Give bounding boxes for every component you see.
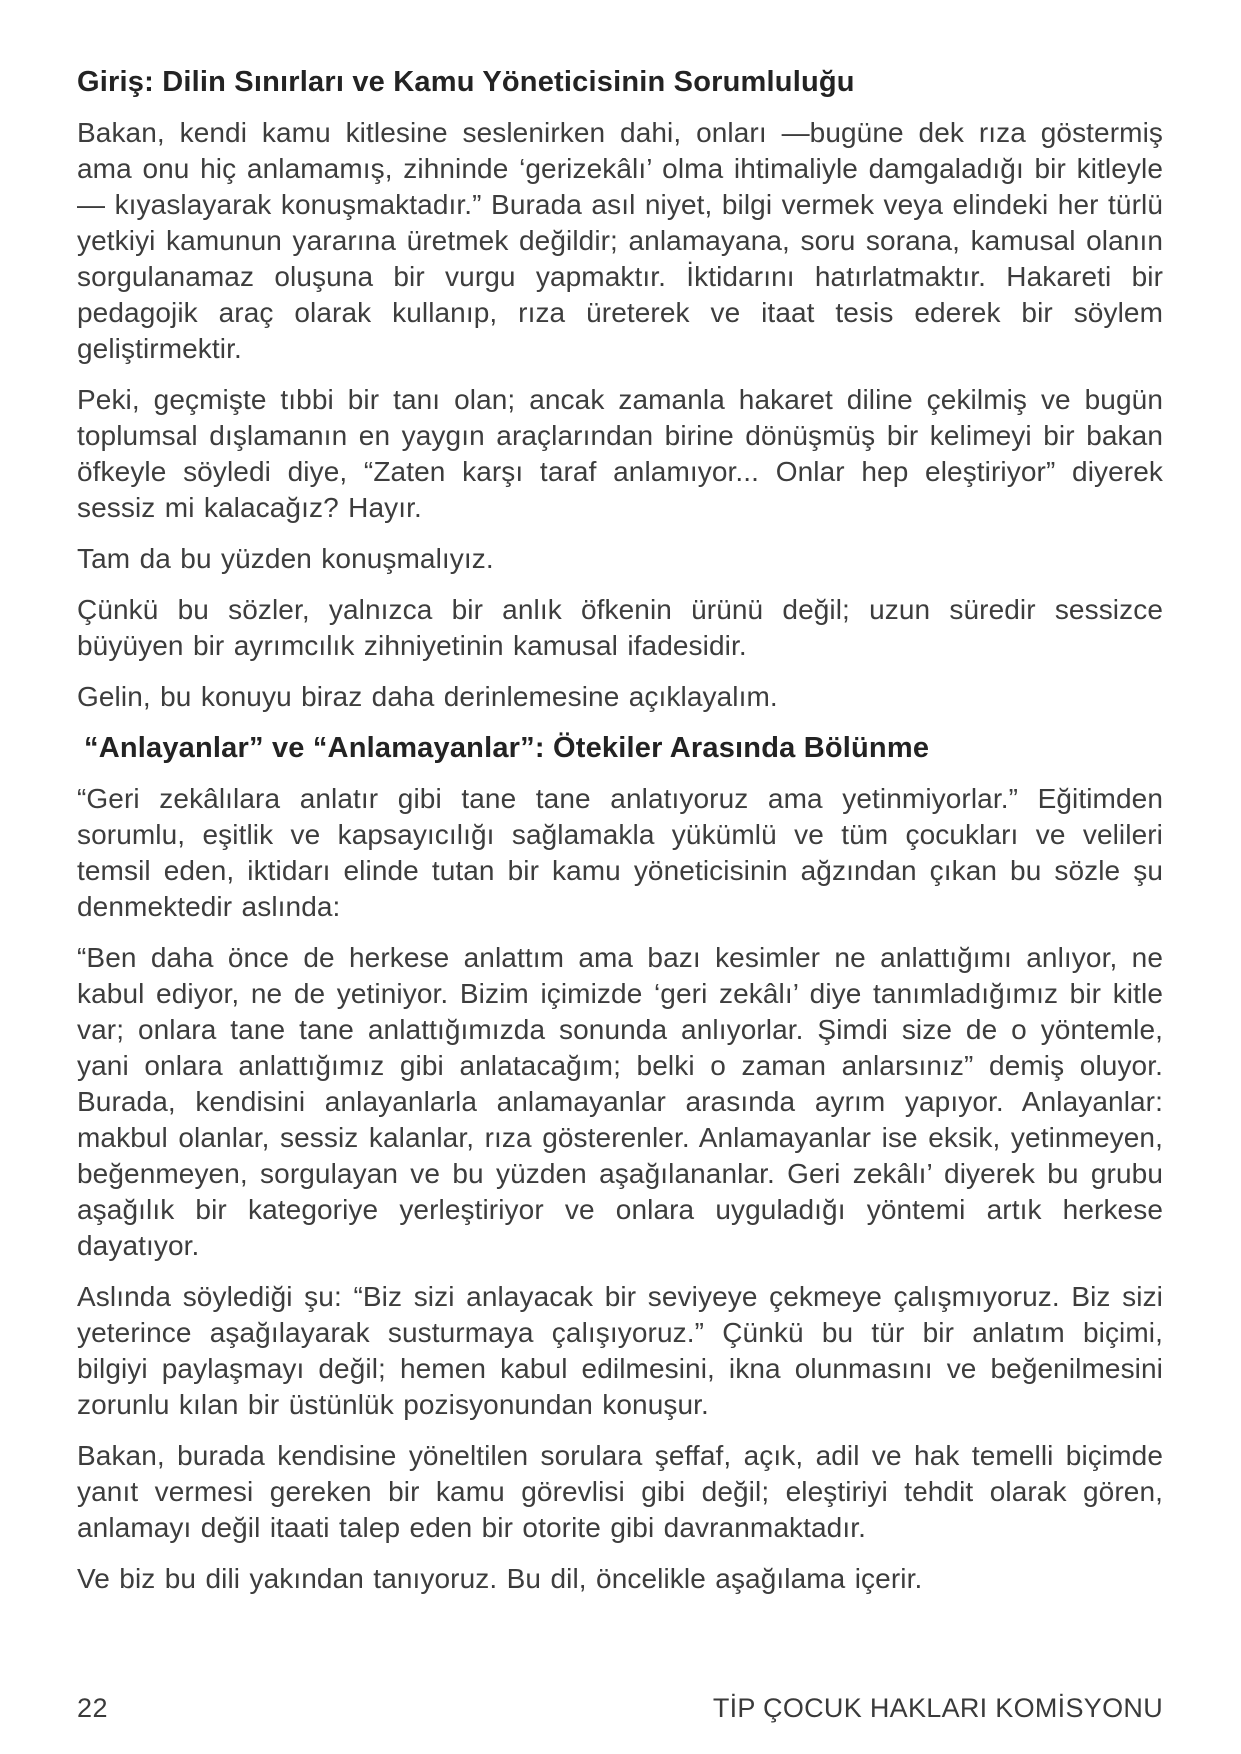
section-heading-giris: Giriş: Dilin Sınırları ve Kamu Yöneticisinin Sorumluluğu <box>77 66 855 98</box>
paragraph-aslinda-soyledigi: Aslında söylediği şu: “Biz sizi anlayacak bir seviyeye çekmeye çalışmıyoruz. Biz sizi yeterince aşağılayarak susturmaya çalışıyoruz.” Çünkü bu tür bir anlatım biçimi, bilgiyi paylaşmayı değil; hemen kabul edilmesini, ikna olunmasını ve beğenilmesini zorunlu kılan bir üstünlük pozisyonundan konuşur. <box>77 1281 1163 1420</box>
page-footer <box>77 1693 1163 1724</box>
page-number: 22 <box>77 1693 109 1723</box>
paragraph-geri-zekalilara: “Geri zekâlılara anlatır gibi tane tane anlatıyoruz ama yetinmiyorlar.” Eğitimden sorumlu, eşitlik ve kapsayıcılığı sağlamakla yükümlü ve tüm çocukları ve velileri temsil eden, iktidarı elinde tutan bir kamu yöneticisinin ağzından çıkan bu sözle şu denmektedir aslında: <box>77 783 1163 922</box>
footer-commission-name: TİP ÇOCUK HAKLARI KOMİSYONU <box>712 1693 1163 1723</box>
paragraph-gelin: Gelin, bu konuyu biraz daha derinlemesine açıklayalım. <box>77 681 778 712</box>
paragraph-ve-biz-bu-dili: Ve biz bu dili yakından tanıyoruz. Bu dil, öncelikle aşağılama içerir. <box>77 1563 923 1594</box>
paragraph-bakan-burada: Bakan, burada kendisine yöneltilen sorulara şeffaf, açık, adil ve hak temelli biçimde yanıt vermesi gereken bir kamu görevlisi gibi değil; eleştiriyi tehdit olarak gören, anlamayı değil itaati talep eden bir otorite gibi davranmaktadır. <box>77 1440 1163 1543</box>
paragraph-bakan-kitle: Bakan, kendi kamu kitlesine seslenirken dahi, onları —bugüne dek rıza göstermiş ama onu hiç anlamamış, zihninde ‘gerizekâlı’ olma ihtimaliyle damgaladığı bir kitleyle— kıyaslayarak konuşmaktadır.” Burada asıl niyet, bilgi vermek veya elindeki her türlü yetkiyi kamunun yararına üretmek değildir; anlamayana, soru sorana, kamusal olanın sorgulanamaz oluşuna bir vurgu yapmaktır. İktidarını hatırlatmaktır. Hakareti bir pedagojik araç olarak kullanıp, rıza üreterek ve itaat tesis ederek bir söylem geliştirmektir. <box>77 117 1163 364</box>
paragraph-peki-gecmiste: Peki, geçmişte tıbbi bir tanı olan; ancak zamanla hakaret diline çekilmiş ve bugün toplumsal dışlamanın en yaygın araçlarından birine dönüşmüş bir kelimeyi bir bakan öfkeyle söyledi diye, “Zaten karşı taraf anlamıyor... Onlar hep eleştiriyor” diyerek sessiz mi kalacağız? Hayır. <box>77 384 1163 523</box>
document-content <box>77 64 1163 1597</box>
section-heading-anlayanlar: “Anlayanlar” ve “Anlamayanlar”: Ötekiler Arasında Bölünme <box>84 732 930 764</box>
paragraph-tam-da: Tam da bu yüzden konuşmalıyız. <box>77 543 494 574</box>
paragraph-ben-daha-once: “Ben daha önce de herkese anlattım ama bazı kesimler ne anlattığımı anlıyor, ne kabul ediyor, ne de yetiniyor. Bizim içimizde ‘geri zekâlı’ diye tanımladığımız bir kitle var; onlara tane tane anlattığımızda sonunda anlıyorlar. Şimdi size de o yöntemle, yani onlara anlattığımız gibi anlatacağım; belki o zaman anlarsınız” demiş oluyor. Burada, kendisini anlayanlarla anlamayanlar arasında ayrım yapıyor. Anlayanlar: makbul olanlar, sessiz kalanlar, rıza gösterenler. Anlamayanlar ise eksik, yetinmeyen, beğenmeyen, sorgulayan ve bu yüzden aşağılananlar. Geri zekâlı’ diyerek bu grubu aşağılık bir kategoriye yerleştiriyor ve onlara uyguladığı yöntemi artık herkese dayatıyor. <box>77 942 1163 1261</box>
paragraph-cunku-bu-sozler: Çünkü bu sözler, yalnızca bir anlık öfkenin ürünü değil; uzun süredir sessizce büyüyen bir ayrımcılık zihniyetinin kamusal ifadesidir. <box>77 594 1163 661</box>
